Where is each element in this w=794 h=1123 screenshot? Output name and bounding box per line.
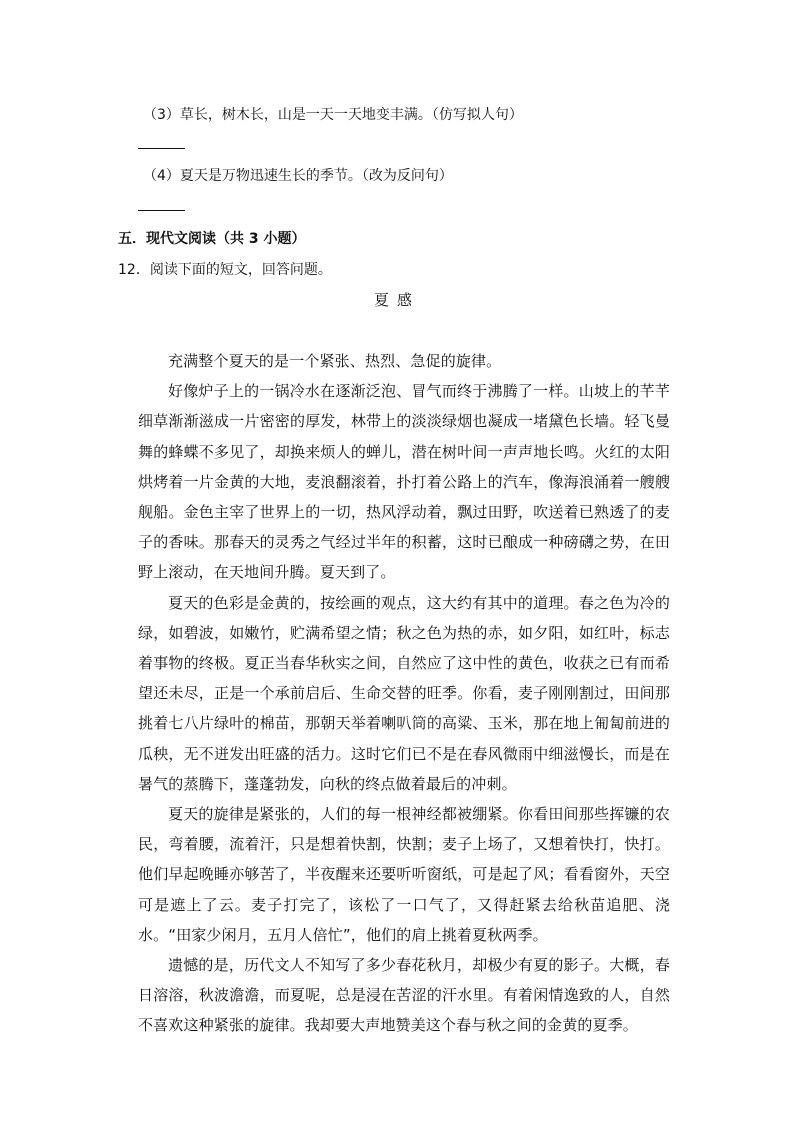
paragraph: 好像炉子上的一锅冷水在逐渐泛泡、冒气而终于沸腾了一样。山坡上的芊芊细草渐渐滋成一片密密的厚发，林带上的淡淡绿烟也凝成一堵黛色长墙。轻飞曼舞的蜂蝶不多见了，却换来烦人的蝉儿，潜在树叶间一声声地长鸣。火红的太阳烘烤着一片金黄的大地，麦浪翻滚着，扑打着公路上的汽车，像海浪涌着一艘艘舰船。金色主宰了世界上的一切，热风浮动着，飘过田野，吹送着已熟透了的麦子的香味。那春天的灵秀之气经过半年的积蓄，这时已酿成一种磅礴之势，在田野上滚动，在天地间升腾。夏天到了。: [138, 382, 670, 582]
question-3: （3）草长，树木长，山是一天一天地变丰满。（仿写拟人句）: [143, 107, 523, 123]
article-title: 夏感: [373, 291, 420, 309]
article-body: [138, 346, 670, 1041]
answer-blank-4[interactable]: [138, 210, 185, 211]
question-4: （4）夏天是万物迅速生长的季节。（改为反问句）: [143, 168, 453, 184]
question-stem: 12．阅读下面的短文，回答问题。: [118, 262, 332, 278]
paragraph: 遗憾的是，历代文人不知写了多少春花秋月，却极少有夏的影子。大概，春日溶溶，秋波澹澹，而夏呢，总是浸在苦涩的汗水里。有着闲情逸致的人，自然不喜欢这种紧张的旋律。我却要大声地赞美这个春与秋之间的金黄的夏季。: [138, 956, 670, 1035]
section-heading: 五．现代文阅读（共 3 小题）: [118, 231, 306, 247]
paragraph: 夏天的色彩是金黄的，按绘画的观点，这大约有其中的道理。春之色为冷的绿，如碧波，如嫩竹，贮满希望之情；秋之色为热的赤，如夕阳，如红叶，标志着事物的终极。夏正当春华秋实之间，自然应了这中性的黄色，收获之已有而希望还未尽，正是一个承前启后、生命交替的旺季。你看，麦子刚刚割过，田间那挑着七八片绿叶的棉苗，那朝天举着喇叭筒的高粱、玉米，那在地上匍匐前进的瓜秧，无不迸发出旺盛的活力。这时它们已不是在春风微雨中细滋慢长，而是在暑气的蒸腾下，蓬蓬勃发，向秋的终点做着最后的冲刺。: [138, 593, 670, 793]
paragraph: 充满整个夏天的是一个紧张、热烈、急促的旋律。: [168, 352, 502, 370]
answer-blank-3[interactable]: [138, 148, 185, 149]
paragraph: 夏天的旋律是紧张的，人们的每一根神经都被绷紧。你看田间那些挥镰的农民，弯着腰，流着汗，只是想着快割，快割；麦子上场了，又想着快打，快打。他们早起晚睡亦够苦了，半夜醒来还要听听窗纸，可是起了风；看看窗外，天空可是遮上了云。麦子打完了，该松了一口气了，又得赶紧去给秋苗追肥、浇水。“田家少闲月，五月人倍忙”，他们的肩上挑着夏秋两季。: [138, 805, 670, 944]
